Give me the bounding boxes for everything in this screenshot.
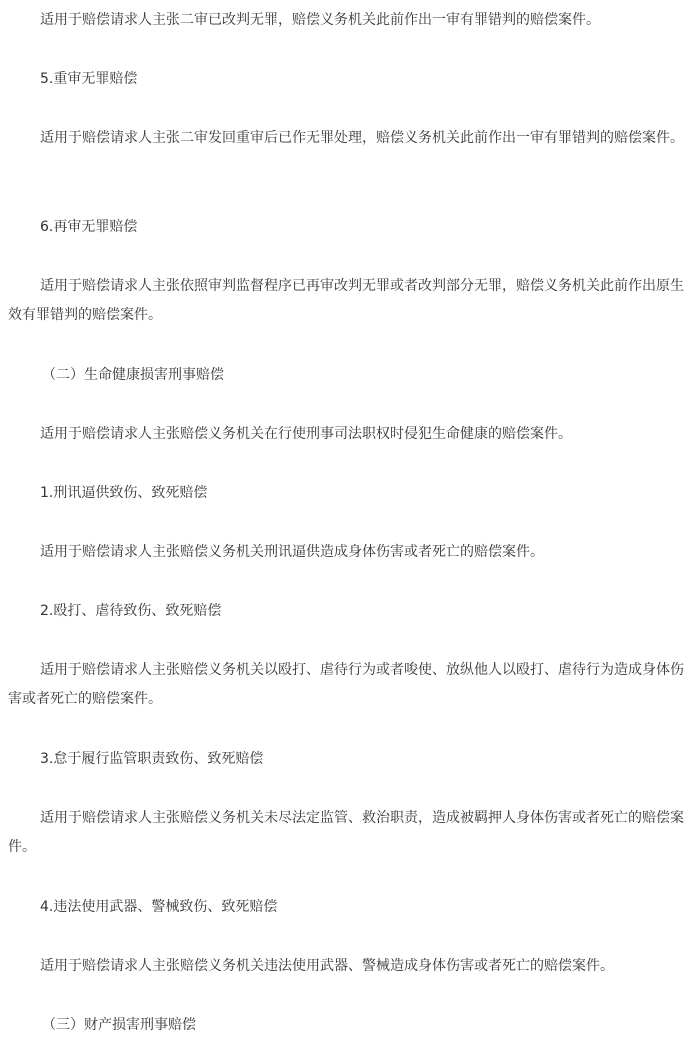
heading-supervision-neglect: 3.怠于履行监管职责致伤、致死赔偿 — [40, 751, 264, 767]
paragraph-torture-injury: 适用于赔偿请求人主张赔偿义务机关刑讯逼供造成身体伤害或者死亡的赔偿案件。 — [40, 544, 544, 560]
heading-supervision-retrial-acquittal: 6.再审无罪赔偿 — [40, 219, 138, 235]
heading-retrial-acquittal: 5.重审无罪赔偿 — [40, 71, 138, 87]
paragraph-supervision-retrial-acquittal: 适用于赔偿请求人主张依照审判监督程序已再审改判无罪或者改判部分无罪，赔偿义务机关此前作出原生效有罪错判的赔偿案件。 — [8, 278, 684, 323]
paragraph-supervision-neglect: 适用于赔偿请求人主张赔偿义务机关未尽法定监管、救治职责，造成被羁押人身体伤害或者死亡的赔偿案件。 — [8, 810, 684, 855]
heading-beating-abuse: 2.殴打、虐待致伤、致死赔偿 — [40, 603, 222, 619]
paragraph-life-health: 适用于赔偿请求人主张赔偿义务机关在行使刑事司法职权时侵犯生命健康的赔偿案件。 — [40, 426, 572, 442]
paragraph-second-instance-acquittal: 适用于赔偿请求人主张二审已改判无罪，赔偿义务机关此前作出一审有罪错判的赔偿案件。 — [40, 12, 600, 28]
heading-torture-injury: 1.刑讯逼供致伤、致死赔偿 — [40, 485, 208, 501]
section-heading-life-health: （二）生命健康损害刑事赔偿 — [42, 367, 224, 383]
paragraph-illegal-weapons: 适用于赔偿请求人主张赔偿义务机关违法使用武器、警械造成身体伤害或者死亡的赔偿案件。 — [40, 958, 614, 974]
paragraph-beating-abuse: 适用于赔偿请求人主张赔偿义务机关以殴打、虐待行为或者唆使、放纵他人以殴打、虐待行为造成身体伤害或者死亡的赔偿案件。 — [8, 662, 684, 707]
heading-illegal-weapons: 4.违法使用武器、警械致伤、致死赔偿 — [40, 899, 278, 915]
paragraph-retrial-acquittal: 适用于赔偿请求人主张二审发回重审后已作无罪处理，赔偿义务机关此前作出一审有罪错判的赔偿案件。 — [40, 130, 684, 146]
section-heading-property-damage: （三）财产损害刑事赔偿 — [42, 1017, 196, 1033]
